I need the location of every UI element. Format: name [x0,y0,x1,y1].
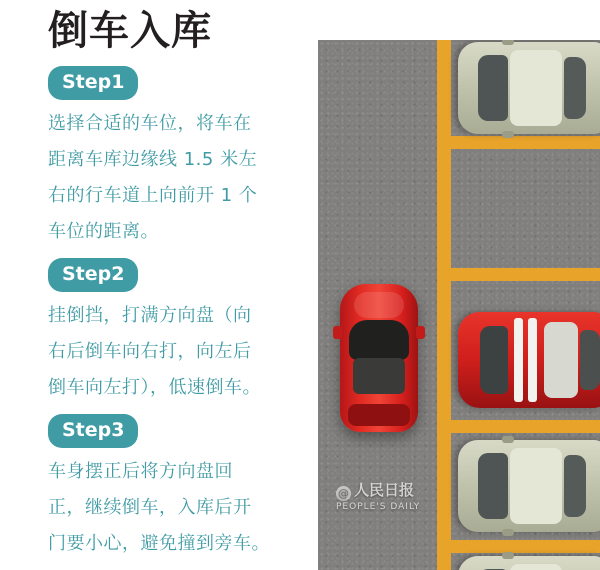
step-badge-3: Step3 [48,414,138,448]
step-badge-2: Step2 [48,258,138,292]
car-roof [544,322,578,398]
car-stripe [528,318,537,402]
watermark-sub: PEOPLE'S DAILY [336,501,421,512]
step-text-3 [48,454,306,562]
car-rear-glass [564,455,586,517]
parked-car-top [458,42,600,134]
car-mirror [502,40,514,45]
step-line: 正，继续倒车，入库后开 [48,497,252,518]
step-line: 挂倒挡，打满方向盘（向 [48,305,252,326]
bay-divider-line [437,136,600,149]
bay-divider-line [437,540,600,553]
car-roof [510,564,562,570]
at-icon: @ [338,486,349,500]
car-mirror [502,529,514,536]
car-hood [354,292,404,318]
parked-car-lower [458,440,600,532]
car-roof [510,50,562,126]
car-windshield [478,453,508,519]
watermark [336,482,420,512]
bay-divider-line [437,268,600,281]
step-line: 距离车库边缘线 1.5 米左 [48,149,258,170]
step-line: 选择合适的车位，将车在 [48,113,252,134]
car-stripe [514,318,523,402]
car-mirror [502,552,514,559]
car-roof [510,448,562,524]
step-block-1 [48,56,306,250]
car-mirror [502,131,514,138]
page-title: 倒车入库 [48,8,212,54]
car-windshield [478,55,508,121]
parking-illustration [318,40,600,570]
step-line: 车位的距离。 [48,221,159,242]
step-badge-1: Step1 [48,66,138,100]
bay-boundary-line [437,40,451,570]
step-block-3 [48,406,306,562]
step-text-1 [48,106,306,250]
step-text-2 [48,298,306,406]
car-rear-glass [580,330,600,390]
step-block-2 [48,250,306,406]
step-line: 车身摆正后将方向盘回 [48,461,233,482]
car-mirror [416,326,425,339]
step-line: 倒车向左打），低速倒车。 [48,377,261,398]
car-rear [348,404,410,426]
car-mirror [502,436,514,443]
step-line: 右后倒车向右打，向左后 [48,341,252,362]
bay-divider-line [437,420,600,433]
car-mirror [333,326,342,339]
watermark-main: 人民日报 [354,480,415,499]
step-line: 右的行车道上向前开 1 个 [48,185,258,206]
ego-car-red [340,284,418,432]
step-line: 门要小心，避免撞到旁车。 [48,533,270,554]
parked-car-bottom [458,556,600,570]
car-rear-glass [564,57,586,119]
parked-car-red [458,312,600,408]
car-windshield [480,326,508,394]
car-windshield [349,320,409,360]
car-cabin [353,358,405,394]
